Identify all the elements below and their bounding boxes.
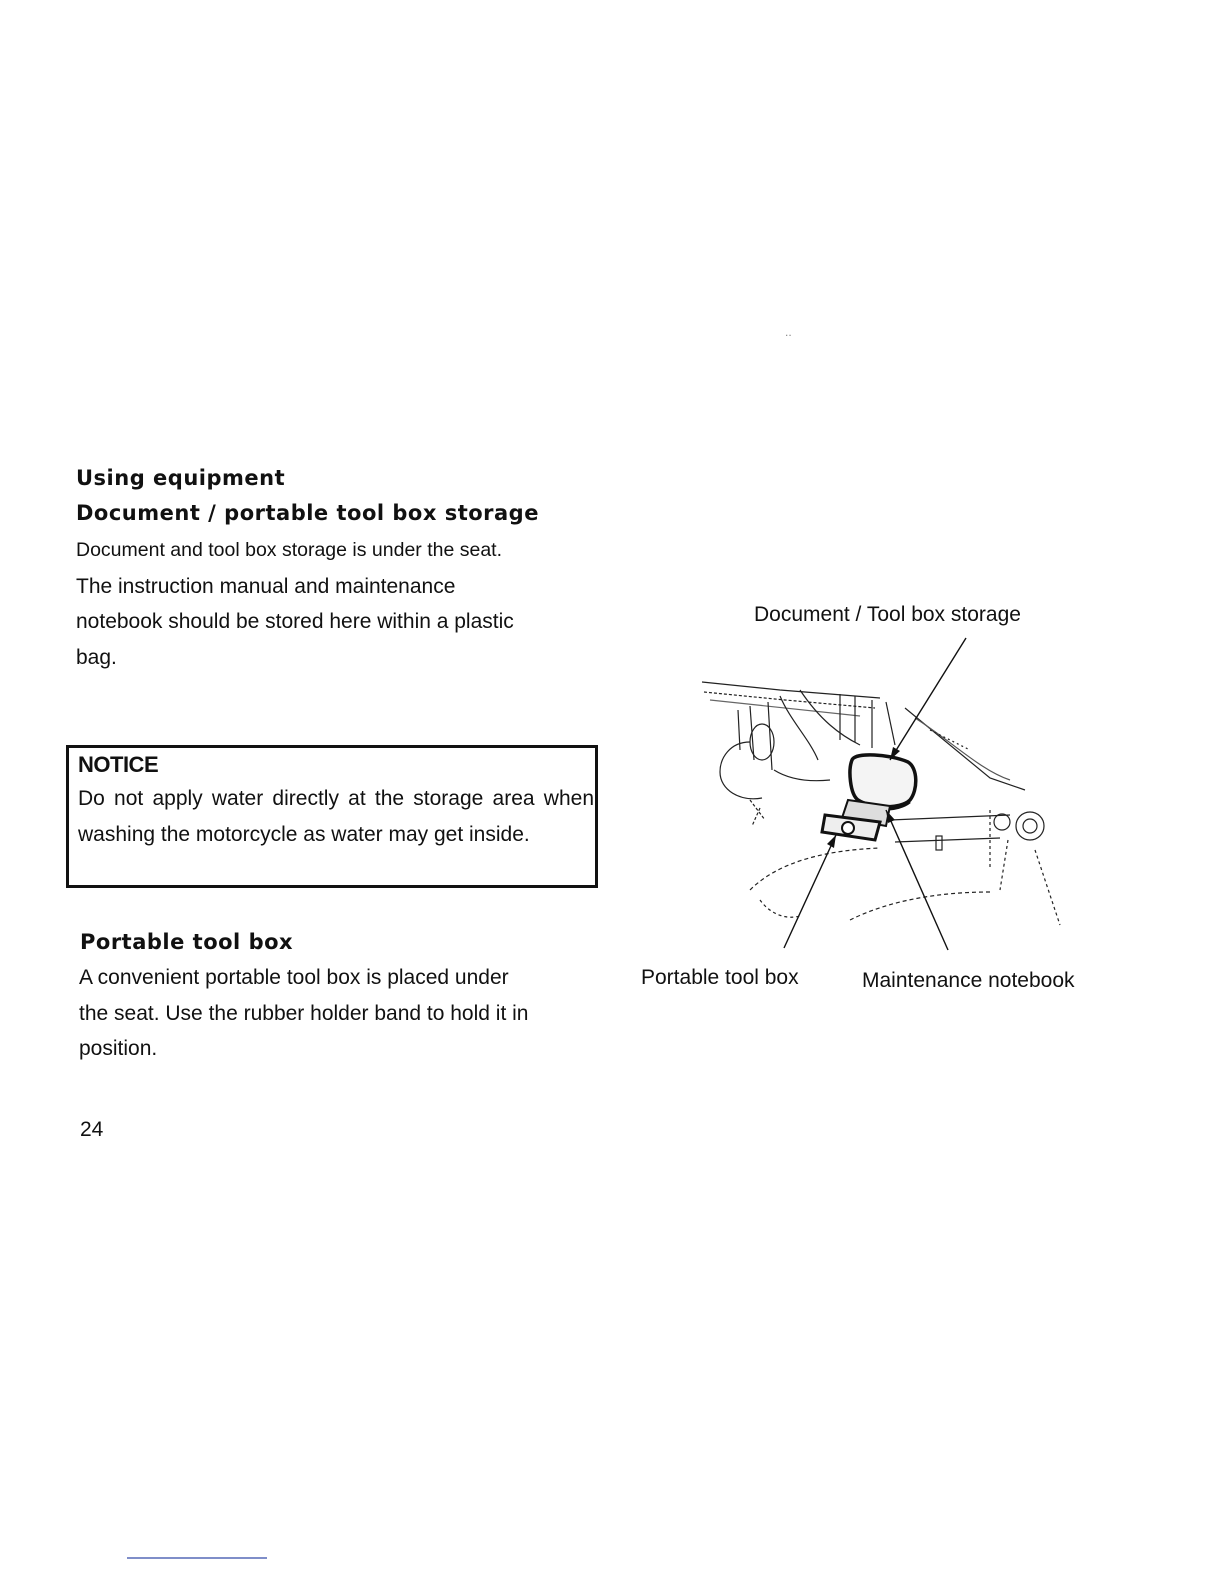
leader-line-storage [890,638,966,760]
frame-rail [915,718,1010,780]
frame-strut [886,702,895,745]
subsection-title: Document / portable tool box storage [76,501,539,525]
portable-tool-box-shape [822,800,890,840]
intro-paragraph [76,533,514,675]
frame-detail [930,730,970,750]
arrow-head [827,835,836,848]
component-detail [750,800,765,826]
rear-bolt [1016,812,1044,840]
figure-label-tool-box: Portable tool box [641,966,799,989]
rear-clip [936,836,942,850]
figure-label-notebook: Maintenance notebook [862,969,1075,992]
page-number: 24 [80,1118,104,1141]
component-housing [774,770,830,781]
tool-box-line: A convenient portable tool box is placed under [79,966,509,989]
notice-title: NOTICE [78,752,159,777]
intro-line: bag. [76,645,117,669]
footer-rule [127,1557,267,1559]
frame-line [702,682,880,698]
rear-frame [990,810,1060,925]
tool-box-paragraph [79,960,593,1067]
frame-line [704,692,875,708]
intro-line: The instruction manual and maintenance [76,574,456,598]
scan-artifact-dots: .. [785,325,792,339]
notice-text: Do not apply water directly at the storage area when washing the motorcycle as water may get inside. [78,787,594,846]
figure-label-storage: Document / Tool box storage [754,603,1021,626]
section-title: Using equipment [76,466,286,490]
fender-arc [750,848,880,890]
leader-line-tool-box [784,835,836,948]
frame-strut [800,690,860,745]
tool-box-line: position. [79,1037,158,1060]
intro-line: Document and tool box storage is under the seat. [76,539,503,561]
fender-arc [760,900,800,917]
leader-line-notebook [886,810,948,950]
component-housing [720,742,762,799]
tool-box-line: the seat. Use the rubber holder band to hold it in [79,1001,529,1025]
under-seat-illustration [690,630,1080,970]
frame-rail [905,708,1025,790]
fender-arc [850,892,990,920]
rear-bolt [994,814,1010,830]
frame-strut [738,702,772,770]
rear-bolt [1023,819,1037,833]
rear-frame [890,815,1010,842]
intro-line: notebook should be stored here within a plastic [76,610,514,633]
tool-box-title: Portable tool box [80,930,294,954]
frame-strut [840,694,872,748]
frame-line [710,700,860,716]
